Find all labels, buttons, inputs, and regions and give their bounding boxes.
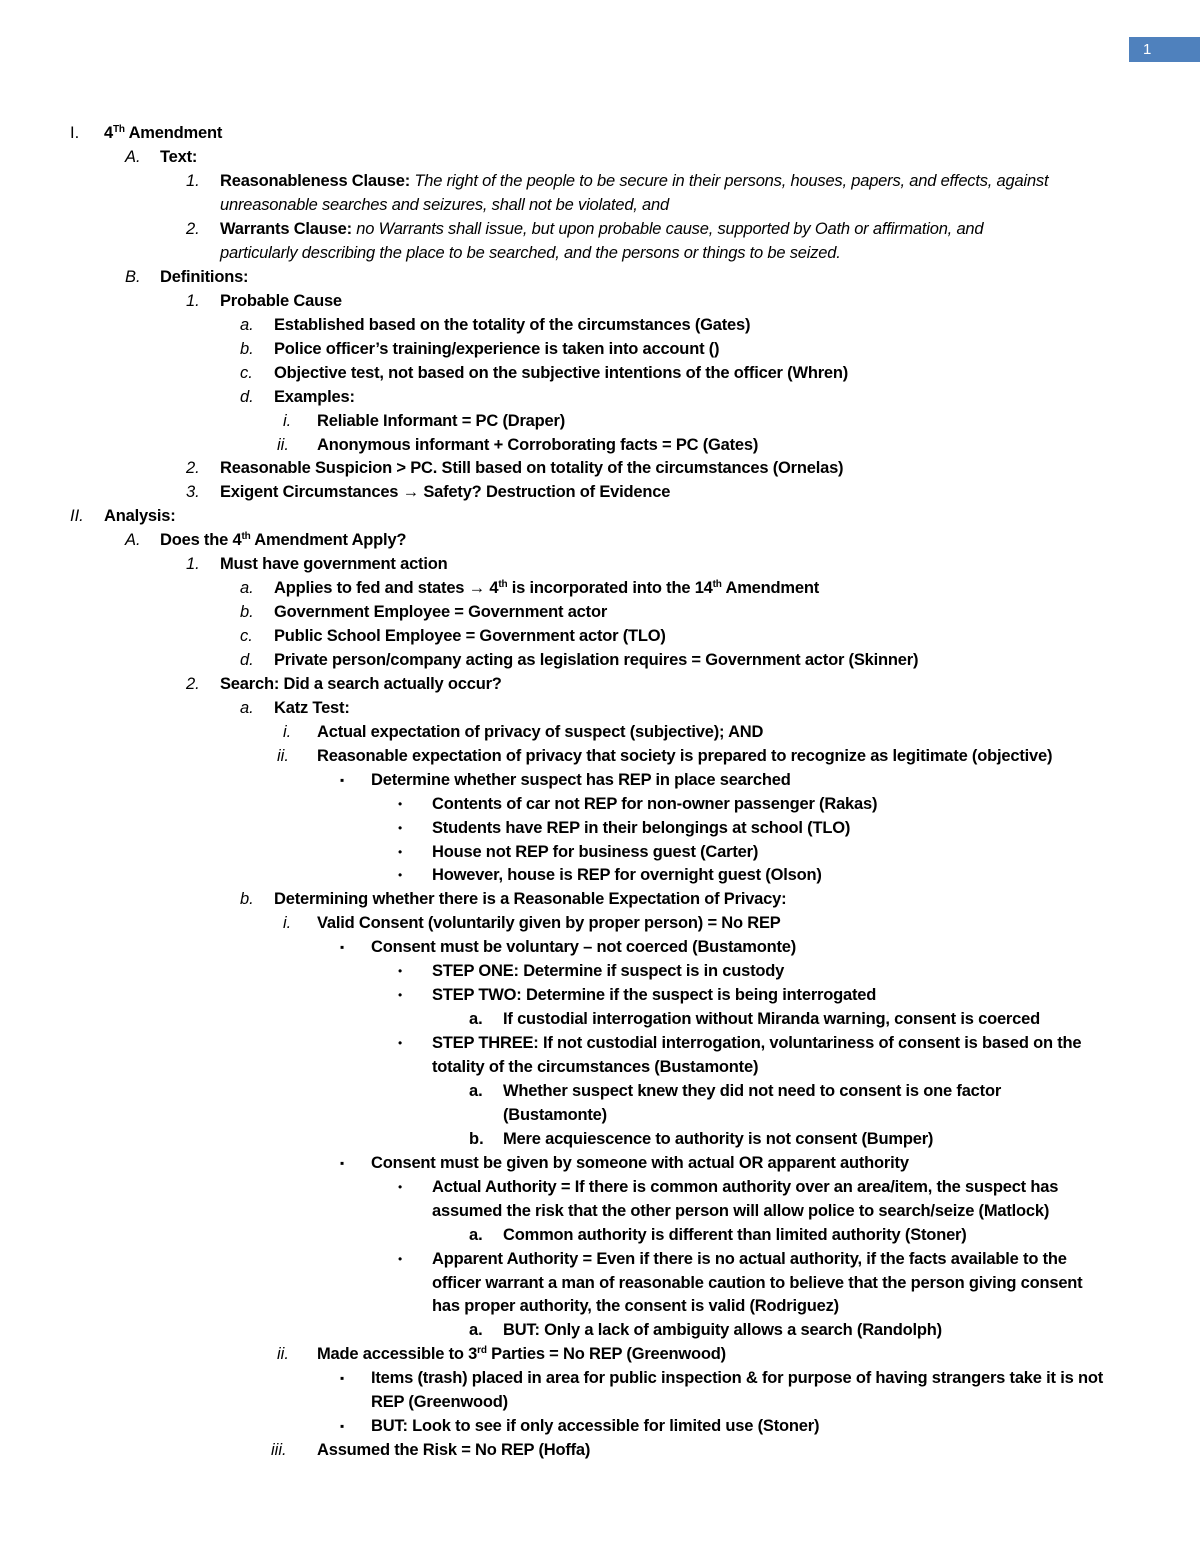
outline-item: Search: Did a search actually occur? — [220, 675, 502, 693]
outline-item: Private person/company acting as legislation requires = Government actor (Skinner) — [274, 651, 919, 669]
outline-item: Text: — [160, 148, 198, 166]
bullet-icon: • — [398, 845, 403, 859]
outline-marker: b. — [240, 603, 254, 621]
outline-item: Consent must be given by someone with actual OR apparent authority — [371, 1154, 909, 1172]
outline-marker: i. — [283, 412, 292, 430]
bullet-icon: • — [398, 1180, 403, 1194]
outline-marker: a. — [469, 1321, 483, 1339]
outline-item: Reliable Informant = PC (Draper) — [317, 412, 566, 430]
outline-marker: a. — [469, 1226, 483, 1244]
square-bullet-icon: ▪ — [340, 940, 345, 954]
square-bullet-icon: ▪ — [340, 1156, 345, 1170]
square-bullet-icon: ▪ — [340, 1371, 345, 1385]
outline-item-continued: assumed the risk that the other person will allow police to search/seize (Matlock) — [432, 1202, 1050, 1220]
bullet-icon: • — [398, 1036, 403, 1050]
outline-item: Items (trash) placed in area for public inspection & for purpose of having strangers take it is not — [371, 1369, 1104, 1387]
outline-item: Examples: — [274, 388, 355, 406]
outline-item: Public School Employee = Government actor (TLO) — [274, 627, 666, 645]
outline-item: If custodial interrogation without Miranda warning, consent is coerced — [503, 1010, 1040, 1028]
outline-item: Made accessible to 3rd Parties = No REP (Greenwood) — [317, 1345, 726, 1363]
outline-item: Anonymous informant + Corroborating facts = PC (Gates) — [317, 436, 759, 454]
outline-marker: ii. — [277, 436, 289, 454]
outline-marker: d. — [240, 388, 254, 406]
outline-item: Probable Cause — [220, 292, 342, 310]
outline-marker: 2. — [186, 459, 200, 477]
outline-item: Students have REP in their belongings at school (TLO) — [432, 819, 851, 837]
outline-item: Actual Authority = If there is common authority over an area/item, the suspect has — [432, 1178, 1059, 1196]
outline-item: Government Employee = Government actor — [274, 603, 608, 621]
outline-marker: a. — [240, 699, 254, 717]
outline-item: Established based on the totality of the circumstances (Gates) — [274, 316, 751, 334]
outline-marker: ii. — [277, 1345, 289, 1363]
outline-item-continued: particularly describing the place to be searched, and the persons or things to be seized. — [220, 244, 841, 262]
outline-marker: 3. — [186, 483, 200, 501]
outline-marker: I. — [70, 124, 80, 142]
outline-marker: a. — [240, 579, 254, 597]
outline-marker: B. — [125, 268, 141, 286]
outline-item: BUT: Look to see if only accessible for limited use (Stoner) — [371, 1417, 820, 1435]
bullet-icon: • — [398, 821, 403, 835]
outline-item: Exigent Circumstances → Safety? Destruction of Evidence — [220, 483, 671, 501]
outline-item: Consent must be voluntary – not coerced (Bustamonte) — [371, 938, 797, 956]
heading-4th-amendment: 4Th Amendment — [104, 124, 223, 142]
outline-marker: ii. — [277, 747, 289, 765]
outline-item: Police officer’s training/experience is taken into account () — [274, 340, 720, 358]
outline-marker: 1. — [186, 172, 200, 190]
bullet-icon: • — [398, 964, 403, 978]
outline-item: Definitions: — [160, 268, 249, 286]
outline-marker: A. — [125, 531, 141, 549]
square-bullet-icon: ▪ — [340, 1419, 345, 1433]
outline-item: Katz Test: — [274, 699, 350, 717]
outline-item: Applies to fed and states → 4th is incorporated into the 14th Amendment — [274, 579, 820, 597]
outline-marker: 1. — [186, 292, 200, 310]
outline-marker: a. — [469, 1082, 483, 1100]
outline-marker: II. — [70, 507, 84, 525]
outline-marker: a. — [240, 316, 254, 334]
outline-marker: 1. — [186, 555, 200, 573]
outline-marker: d. — [240, 651, 254, 669]
outline-item: STEP ONE: Determine if suspect is in custody — [432, 962, 785, 980]
outline-item-continued: unreasonable searches and seizures, shall not be violated, and — [220, 196, 669, 214]
outline-marker: b. — [240, 340, 254, 358]
outline-item: Reasonable expectation of privacy that society is prepared to recognize as legitimate (objective) — [317, 747, 1053, 765]
outline-marker: iii. — [271, 1441, 287, 1459]
outline-item: Valid Consent (voluntarily given by proper person) = No REP — [317, 914, 781, 932]
heading-analysis: Analysis: — [104, 507, 176, 525]
outline-item: BUT: Only a lack of ambiguity allows a search (Randolph) — [503, 1321, 942, 1339]
page-number-badge: 1 — [1129, 37, 1200, 62]
outline-item: Determining whether there is a Reasonable Expectation of Privacy: — [274, 890, 787, 908]
outline-item-continued: (Bustamonte) — [503, 1106, 607, 1124]
outline-item: Whether suspect knew they did not need to consent is one factor — [503, 1082, 1002, 1100]
outline-item-continued: REP (Greenwood) — [371, 1393, 508, 1411]
outline-item: However, house is REP for overnight guest (Olson) — [432, 866, 822, 884]
warrants-clause: Warrants Clause: no Warrants shall issue, but upon probable cause, supported by Oath or affirmation, and — [220, 220, 984, 238]
outline-item: Mere acquiescence to authority is not consent (Bumper) — [503, 1130, 934, 1148]
outline-item: Actual expectation of privacy of suspect (subjective); AND — [317, 723, 764, 741]
outline-marker: 2. — [186, 220, 200, 238]
bullet-icon: • — [398, 797, 403, 811]
outline-marker: b. — [240, 890, 254, 908]
reasonableness-clause: Reasonableness Clause: The right of the people to be secure in their persons, houses, papers, and effects, against — [220, 172, 1049, 190]
outline-item: Common authority is different than limited authority (Stoner) — [503, 1226, 967, 1244]
outline-item: Contents of car not REP for non-owner passenger (Rakas) — [432, 795, 878, 813]
bullet-icon: • — [398, 988, 403, 1002]
outline-marker: A. — [125, 148, 141, 166]
outline-marker: 2. — [186, 675, 200, 693]
outline-marker: c. — [240, 627, 253, 645]
outline-item: STEP THREE: If not custodial interrogation, voluntariness of consent is based on the — [432, 1034, 1082, 1052]
outline-item: Assumed the Risk = No REP (Hoffa) — [317, 1441, 591, 1459]
outline-marker: a. — [469, 1010, 483, 1028]
outline-item: Does the 4th Amendment Apply? — [160, 531, 407, 549]
outline-item-continued: totality of the circumstances (Bustamonte) — [432, 1058, 759, 1076]
square-bullet-icon: ▪ — [340, 773, 345, 787]
outline-item: Reasonable Suspicion > PC. Still based on totality of the circumstances (Ornelas) — [220, 459, 844, 477]
bullet-icon: • — [398, 1252, 403, 1266]
outline-marker: i. — [283, 723, 292, 741]
outline-item-continued: officer warrant a man of reasonable caution to believe that the person giving consent — [432, 1274, 1083, 1292]
outline-marker: i. — [283, 914, 292, 932]
outline-marker: b. — [469, 1130, 484, 1148]
outline-item: Apparent Authority = Even if there is no actual authority, if the facts available to the — [432, 1250, 1067, 1268]
outline-item: Must have government action — [220, 555, 448, 573]
outline-item: House not REP for business guest (Carter) — [432, 843, 759, 861]
outline-item: Determine whether suspect has REP in place searched — [371, 771, 791, 789]
outline-marker: c. — [240, 364, 253, 382]
bullet-icon: • — [398, 868, 403, 882]
outline-item: STEP TWO: Determine if the suspect is being interrogated — [432, 986, 877, 1004]
outline-item-continued: has proper authority, the consent is valid (Rodriguez) — [432, 1297, 839, 1315]
outline-item: Objective test, not based on the subjective intentions of the officer (Whren) — [274, 364, 849, 382]
